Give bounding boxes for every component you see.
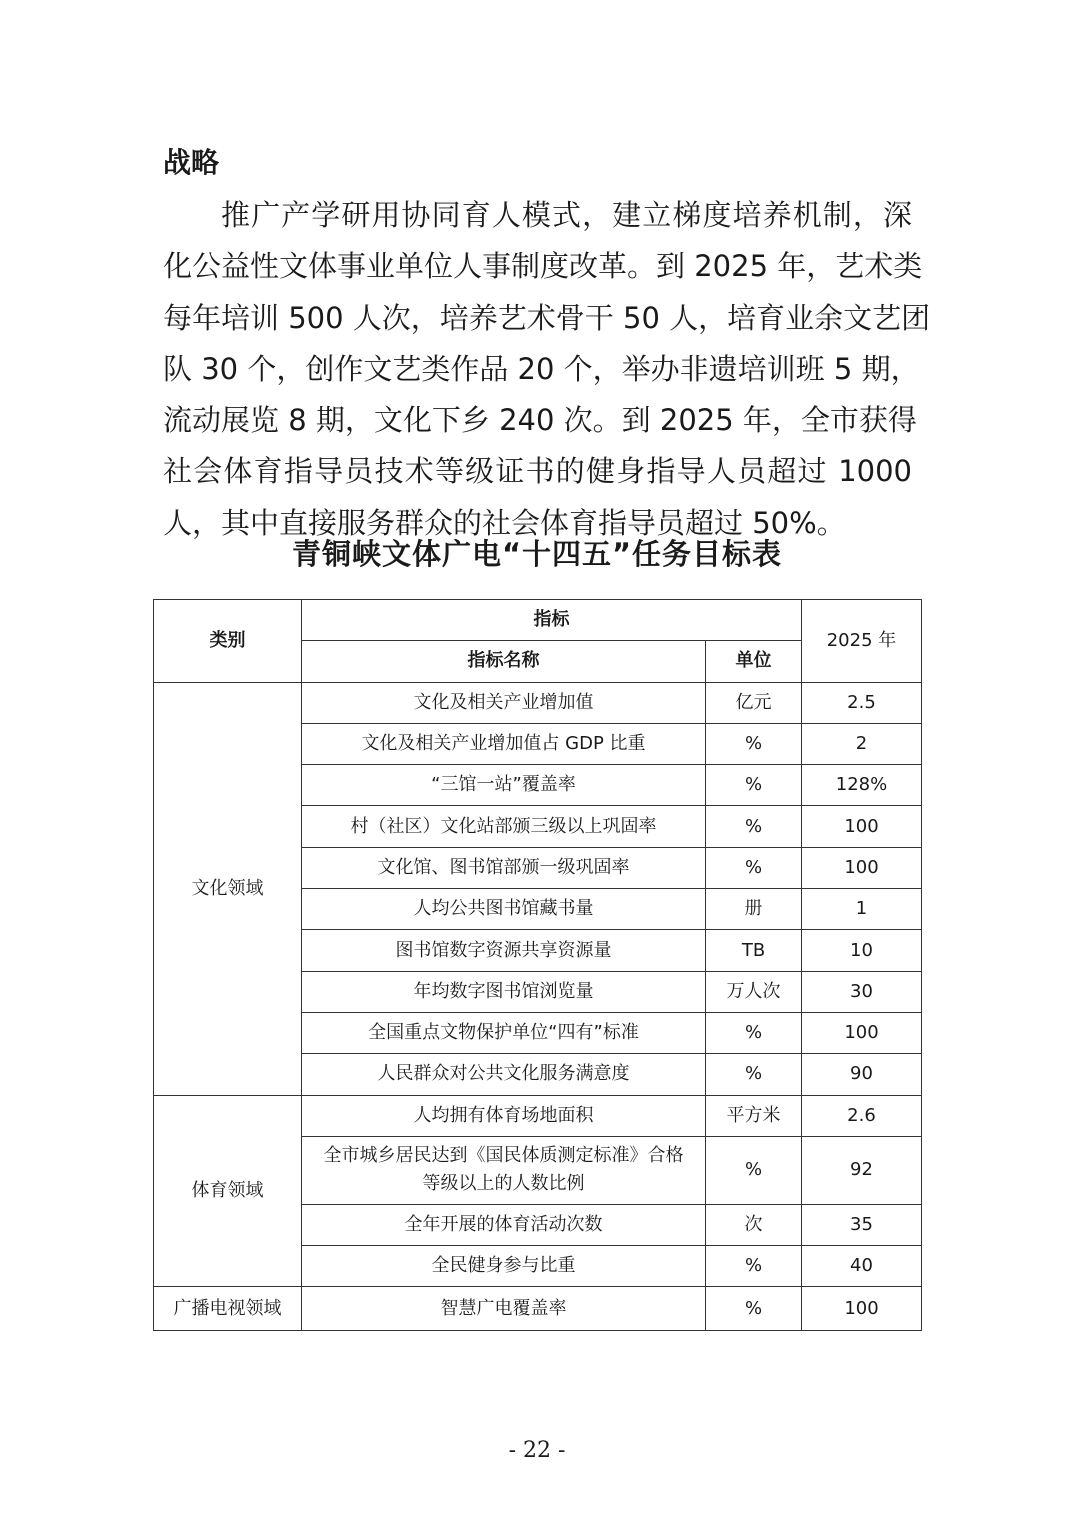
unit-cell: % bbox=[706, 1136, 802, 1204]
value-cell: 128% bbox=[802, 765, 922, 806]
indicator-name-cell: 文化及相关产业增加值 bbox=[302, 682, 706, 723]
category-cell: 广播电视领域 bbox=[154, 1287, 302, 1331]
indicator-name-cell: 全国重点文物保护单位“四有”标准 bbox=[302, 1012, 706, 1053]
indicator-name-cell: 人民群众对公共文化服务满意度 bbox=[302, 1054, 706, 1095]
target-table bbox=[153, 599, 922, 1331]
header-category: 类别 bbox=[154, 600, 302, 683]
unit-cell: % bbox=[706, 765, 802, 806]
indicator-name-cell: 人均拥有体育场地面积 bbox=[302, 1095, 706, 1136]
value-cell: 92 bbox=[802, 1136, 922, 1204]
section-heading: 战略 bbox=[163, 146, 220, 179]
page-number: - 22 - bbox=[508, 1438, 566, 1463]
category-cell: 文化领域 bbox=[154, 682, 302, 1095]
unit-cell: TB bbox=[706, 930, 802, 971]
indicator-name-cell: 全年开展的体育活动次数 bbox=[302, 1204, 706, 1245]
unit-cell: 万人次 bbox=[706, 971, 802, 1012]
header-indicator: 指标 bbox=[302, 600, 802, 641]
value-cell: 35 bbox=[802, 1204, 922, 1245]
value-cell: 100 bbox=[802, 1012, 922, 1053]
indicator-name-cell: 文化馆、图书馆部颁一级巩固率 bbox=[302, 847, 706, 888]
value-cell: 2 bbox=[802, 723, 922, 764]
table-row bbox=[154, 682, 922, 723]
indicator-name-cell: 智慧广电覆盖率 bbox=[302, 1287, 706, 1331]
value-cell: 100 bbox=[802, 1287, 922, 1331]
header-indicator-name: 指标名称 bbox=[302, 641, 706, 682]
paragraph-line: 推广产学研用协同育人模式，建立梯度培养机制，深 bbox=[221, 198, 912, 232]
unit-cell: % bbox=[706, 1054, 802, 1095]
unit-cell: % bbox=[706, 1246, 802, 1287]
value-cell: 100 bbox=[802, 847, 922, 888]
table-row bbox=[154, 1095, 922, 1136]
paragraph-line: 流动展览 8 期，文化下乡 240 次。到 2025 年，全市获得 bbox=[163, 403, 917, 438]
unit-cell: 亿元 bbox=[706, 682, 802, 723]
unit-cell: % bbox=[706, 723, 802, 764]
value-cell: 2.5 bbox=[802, 682, 922, 723]
header-unit: 单位 bbox=[706, 641, 802, 682]
paragraph-line: 队 30 个，创作文艺类作品 20 个，举办非遗培训班 5 期， bbox=[163, 351, 920, 386]
unit-cell: % bbox=[706, 806, 802, 847]
paragraph-line: 人，其中直接服务群众的社会体育指导员超过 50%。 bbox=[163, 505, 846, 540]
table-title: 青铜峡文体广电“十四五”任务目标表 bbox=[291, 537, 783, 571]
unit-cell: 次 bbox=[706, 1204, 802, 1245]
value-cell: 10 bbox=[802, 930, 922, 971]
paragraph-line: 每年培训 500 人次，培养艺术骨干 50 人，培育业余文艺团 bbox=[163, 300, 931, 335]
paragraph-line: 社会体育指导员技术等级证书的健身指导人员超过 1000 bbox=[163, 454, 912, 489]
value-cell: 90 bbox=[802, 1054, 922, 1095]
table-row bbox=[154, 1287, 922, 1331]
value-cell: 1 bbox=[802, 889, 922, 930]
paragraph-line: 化公益性文体事业单位人事制度改革。到 2025 年，艺术类 bbox=[163, 249, 923, 284]
value-cell: 2.6 bbox=[802, 1095, 922, 1136]
value-cell: 40 bbox=[802, 1246, 922, 1287]
value-cell: 30 bbox=[802, 971, 922, 1012]
indicator-name-cell: 人均公共图书馆藏书量 bbox=[302, 889, 706, 930]
indicator-name-cell: 村（社区）文化站部颁三级以上巩固率 bbox=[302, 806, 706, 847]
indicator-name-cell: 文化及相关产业增加值占 GDP 比重 bbox=[302, 723, 706, 764]
indicator-name-cell: 全市城乡居民达到《国民体质测定标准》合格等级以上的人数比例 bbox=[302, 1136, 706, 1204]
unit-cell: % bbox=[706, 1012, 802, 1053]
indicator-name-cell: “三馆一站”覆盖率 bbox=[302, 765, 706, 806]
header-year: 2025 年 bbox=[802, 600, 922, 683]
indicator-name-cell: 全民健身参与比重 bbox=[302, 1246, 706, 1287]
indicator-name-cell: 图书馆数字资源共享资源量 bbox=[302, 930, 706, 971]
unit-cell: 平方米 bbox=[706, 1095, 802, 1136]
unit-cell: % bbox=[706, 847, 802, 888]
body-paragraph bbox=[163, 190, 931, 549]
unit-cell: % bbox=[706, 1287, 802, 1331]
value-cell: 100 bbox=[802, 806, 922, 847]
header-row bbox=[154, 600, 922, 641]
indicator-name-cell: 年均数字图书馆浏览量 bbox=[302, 971, 706, 1012]
unit-cell: 册 bbox=[706, 889, 802, 930]
category-cell: 体育领域 bbox=[154, 1095, 302, 1287]
